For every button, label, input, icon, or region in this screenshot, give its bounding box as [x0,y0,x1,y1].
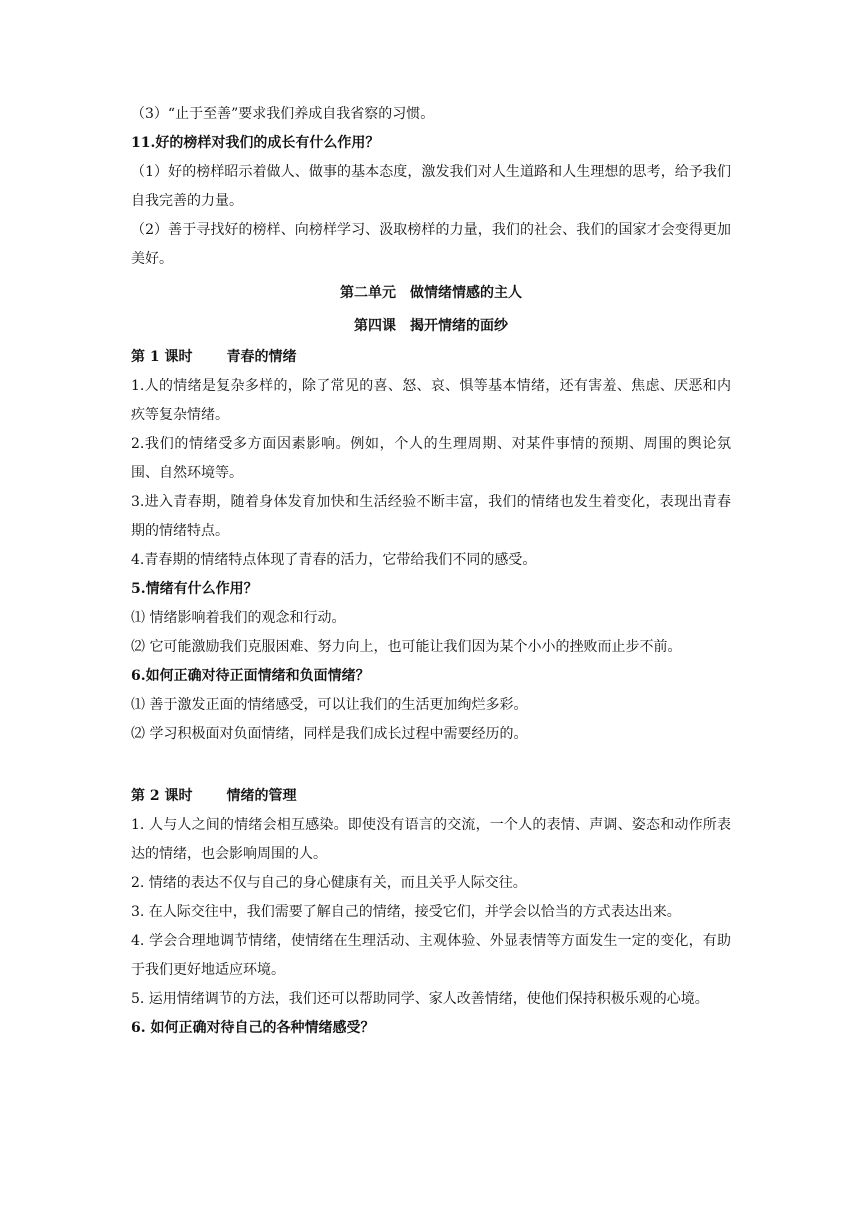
period-heading [131,782,731,811]
paragraph: （2）善于寻找好的榜样、向榜样学习、汲取榜样的力量，我们的社会、我们的国家才会变得更加美好。 [131,222,731,267]
question-heading: 5.情绪有什么作用？ [131,581,258,597]
paragraph: （3）“止于至善”要求我们养成自我省察的习惯。 [131,106,435,122]
paragraph: （1）好的榜样昭示着做人、做事的基本态度，激发我们对人生道路和人生理想的思考，给予我们自我完善的力量。 [131,164,731,209]
question-heading: 11.好的榜样对我们的成长有什么作用？ [131,135,380,151]
unit-title: 第二单元 做情绪情感的主人 [340,285,522,301]
paragraph: 4. 学会合理地调节情绪，使情绪在生理活动、主观体验、外显表情等方面发生一定的变化，有助于我们更好地适应环境。 [131,933,731,978]
blank-space [131,749,731,782]
paragraph: 3.进入青春期，随着身体发育加快和生活经验不断丰富，我们的情绪也发生着变化，表现出青春期的情绪特点。 [131,494,731,539]
period-label: 第 1 课时 [131,349,193,365]
paragraph: 2.我们的情绪受多方面因素影响。例如，个人的生理周期、对某件事情的预期、周围的舆论氛围、自然环境等。 [131,436,731,481]
lesson-title: 第四课 揭开情绪的面纱 [354,318,508,334]
paragraph: ⑵ 它可能激励我们克服困难、努力向上，也可能让我们因为某个小小的挫败而止步不前。 [131,639,682,655]
paragraph: ⑴ 善于激发正面的情绪感受，可以让我们的生活更加绚烂多彩。 [131,697,528,713]
paragraph: 5. 运用情绪调节的方法，我们还可以帮助同学、家人改善情绪，使他们保持积极乐观的心境。 [131,991,709,1007]
paragraph: 3. 在人际交往中，我们需要了解自己的情绪，接受它们，并学会以恰当的方式表达出来。 [131,904,681,920]
period-heading [131,343,731,372]
paragraph: 1. 人与人之间的情绪会相互感染。即使没有语言的交流，一个人的表情、声调、姿态和动作所表达的情绪，也会影响周围的人。 [131,817,731,862]
question-heading: 6.如何正确对待正面情绪和负面情绪？ [131,668,370,684]
document-body [131,100,731,1043]
paragraph: 1.人的情绪是复杂多样的，除了常见的喜、怒、哀、惧等基本情绪，还有害羞、焦虑、厌恶和内疚等复杂情绪。 [131,378,731,423]
paragraph: ⑵ 学习积极面对负面情绪，同样是我们成长过程中需要经历的。 [131,726,528,742]
period-title: 青春的情绪 [226,349,297,365]
paragraph: 4.青春期的情绪特点体现了青春的活力，它带给我们不同的感受。 [131,552,537,568]
question-heading: 6. 如何正确对待自己的各种情绪感受？ [131,1020,375,1036]
period-label: 第 2 课时 [131,788,193,804]
period-title: 情绪的管理 [226,788,297,804]
paragraph: 2. 情绪的表达不仅与自己的身心健康有关，而且关乎人际交往。 [131,875,527,891]
paragraph: ⑴ 情绪影响着我们的观念和行动。 [131,610,346,626]
